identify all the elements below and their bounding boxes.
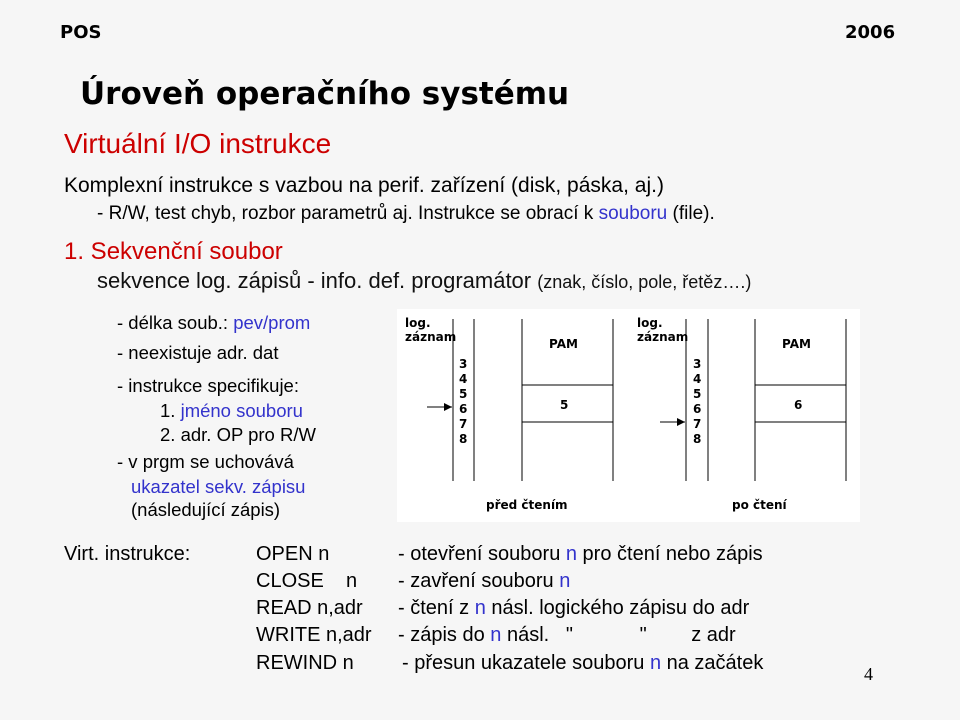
section-desc: [97, 268, 751, 294]
note-pointer: ukazatel sekv. zápisu: [131, 476, 306, 497]
header-year: 2006: [845, 22, 896, 43]
record: 8: [693, 432, 702, 446]
instr-desc-write: [398, 624, 736, 647]
instr-desc-read: [398, 597, 749, 620]
instr-desc-text: - otevření souboru: [398, 543, 566, 565]
diagram-log-label-left-1: log.: [405, 316, 431, 330]
note-nonexist: - neexistuje adr. dat: [117, 342, 279, 363]
section-heading: 1. Sekvenční soubor: [64, 238, 283, 265]
note-length-value: pev/prom: [233, 312, 311, 333]
record: 7: [693, 417, 702, 431]
section-desc-text: sekvence log. zápisů - info. def. programátor: [97, 268, 538, 293]
diagram-caption-after: po čtení: [732, 498, 787, 512]
instr-desc-text: pro čtení nebo zápis: [577, 543, 763, 565]
page-title: Úroveň operačního systému: [80, 76, 570, 112]
diagram-log-label-left-2: záznam: [405, 330, 457, 344]
instr-desc-text: - přesun ukazatele souboru: [402, 652, 650, 674]
instr-cmd-write: WRITE n,adr: [256, 624, 372, 646]
record: 4: [459, 372, 468, 386]
intro-line-2: [97, 203, 715, 225]
diagram-pam-value-before: 5: [560, 398, 569, 412]
note-spec-1: [160, 400, 303, 422]
diagram-log-label-right-2: záznam: [637, 330, 689, 344]
instr-desc-text: násl. logického zápisu do adr: [485, 597, 750, 619]
instr-cmd-open: OPEN n: [256, 543, 330, 565]
pointer-arrow-before-head: [444, 403, 452, 411]
instr-desc-text: - čtení z: [398, 597, 475, 619]
intro-line-2-text: - R/W, test chyb, rozbor parametrů aj. Instrukce se obrací k: [97, 203, 599, 224]
record: 7: [459, 417, 468, 431]
instr-cmd-close: CLOSE n: [256, 570, 358, 592]
instr-cmd-rewind: REWIND n: [256, 652, 354, 674]
note-next: (následující zápis): [131, 499, 281, 520]
instr-desc-n: n: [474, 597, 486, 619]
note-length-text: - délka soub.:: [117, 312, 234, 333]
note-keep: - v prgm se uchovává: [117, 451, 294, 472]
instr-desc-close: [398, 570, 570, 593]
diagram-pam-label-right: PAM: [782, 337, 811, 351]
note-spec: - instrukce specifikuje:: [117, 375, 299, 396]
instr-desc-text: násl. " " z adr: [501, 624, 736, 646]
note-length: [117, 312, 310, 334]
pointer-arrow-after-head: [677, 418, 685, 426]
instr-desc-n: n: [559, 570, 571, 592]
instr-desc-rewind: [402, 652, 763, 675]
page-number: 4: [864, 664, 873, 684]
record: 5: [459, 387, 468, 401]
instr-desc-text: na začátek: [661, 652, 764, 674]
diagram-lines: [397, 309, 860, 522]
record: 6: [459, 402, 468, 416]
diagram-pam-label-left: PAM: [549, 337, 578, 351]
instr-desc-n: n: [565, 543, 577, 565]
instr-desc-text: - zápis do: [398, 624, 491, 646]
diagram-caption-before: před čtením: [486, 498, 568, 512]
note-spec-1-num: 1.: [160, 400, 181, 421]
record: 6: [693, 402, 702, 416]
record: 8: [459, 432, 468, 446]
instr-cmd-read: READ n,adr: [256, 597, 363, 619]
intro-file-word: souboru: [598, 203, 668, 224]
instr-desc-open: [398, 543, 763, 566]
instructions-label: Virt. instrukce:: [64, 543, 191, 565]
file-pointer-diagram: [397, 309, 860, 522]
instr-desc-n: n: [490, 624, 502, 646]
instr-desc-text: - zavření souboru: [398, 570, 560, 592]
record: 3: [693, 357, 702, 371]
note-spec-1-text: jméno souboru: [180, 400, 303, 421]
record: 4: [693, 372, 702, 386]
header-left: POS: [60, 22, 102, 43]
instr-desc-n: n: [649, 652, 662, 674]
subtitle: Virtuální I/O instrukce: [64, 128, 332, 159]
diagram-pam-value-after: 6: [794, 398, 803, 412]
note-spec-2: 2. adr. OP pro R/W: [160, 424, 316, 445]
section-desc-types: (znak, číslo, pole, řetěz….): [537, 272, 752, 292]
record: 3: [459, 357, 468, 371]
record: 5: [693, 387, 702, 401]
diagram-log-label-right-1: log.: [637, 316, 663, 330]
intro-line-1: Komplexní instrukce s vazbou na perif. zařízení (disk, páska, aj.): [64, 174, 664, 197]
intro-line-2-end: (file).: [667, 203, 715, 224]
